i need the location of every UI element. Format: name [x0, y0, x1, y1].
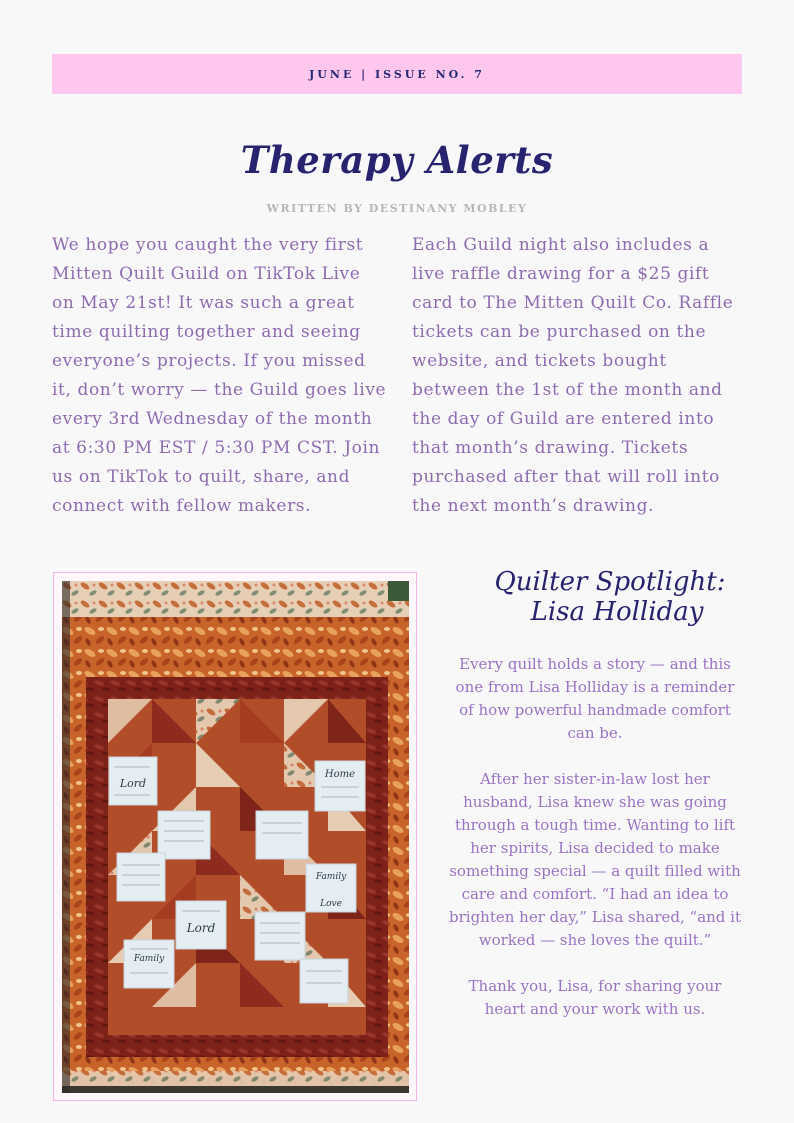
quilt-block-label: Love [320, 899, 342, 909]
quilt-block-label: Family [133, 954, 165, 964]
article-byline: WRITTEN BY DESTINANY MOBLEY [266, 202, 528, 215]
article-column-left: We hope you caught the very first Mitten Quilt Guild on TikTok Live on May 21st! It was such a great time quilting together and seeing everyone’s projects. If you missed it, don’t worry — the Guild goes live every 3rd Wednesday of the month at 6:30 PM EST / 5:30 PM CST. Join us on TikTok to quilt, share, and connect with fellow makers. [52, 235, 387, 516]
spotlight-paragraph: Thank you, Lisa, for sharing your heart and your work with us. [468, 977, 722, 1018]
quilt-photo [62, 581, 409, 1093]
spotlight-title-line1: Quilter Spotlight: [494, 567, 726, 597]
quilt-block-label: Lord [119, 777, 147, 790]
spotlight-paragraph: Every quilt holds a story — and this one from Lisa Holliday is a reminder of how powerful handmade comfort can be. [455, 655, 735, 742]
quilt-block-label: Lord [186, 921, 216, 935]
quilt-photo-frame [53, 572, 417, 1101]
spotlight-body [447, 653, 743, 1044]
spotlight-paragraph: After her sister-in-law lost her husband, Lisa knew she was going through a tough time. Wanting to lift her spirits, Lisa decided to make something special — a quilt filled with care and comfort. “I had an idea to brighten her day,” Lisa shared, “and it worked — she loves the quilt.” [449, 770, 741, 949]
article-column-right: Each Guild night also includes a live raffle drawing for a $25 gift card to The Mitten Quilt Co. Raffle tickets can be purchased on the website, and tickets bought between the 1st of the month and the day of Guild are entered into that month’s drawing. Tickets purchased after that will roll into the next month’s drawing. [412, 235, 734, 516]
article-title: Therapy Alerts [240, 138, 554, 182]
quilt-block-label: Home [324, 769, 356, 780]
spotlight-title [450, 567, 770, 627]
quilt-block-label: Family [315, 872, 347, 882]
issue-banner [52, 54, 742, 94]
spotlight-title-line2: Lisa Holliday [530, 597, 704, 627]
issue-label: JUNE | ISSUE NO. 7 [309, 67, 485, 81]
